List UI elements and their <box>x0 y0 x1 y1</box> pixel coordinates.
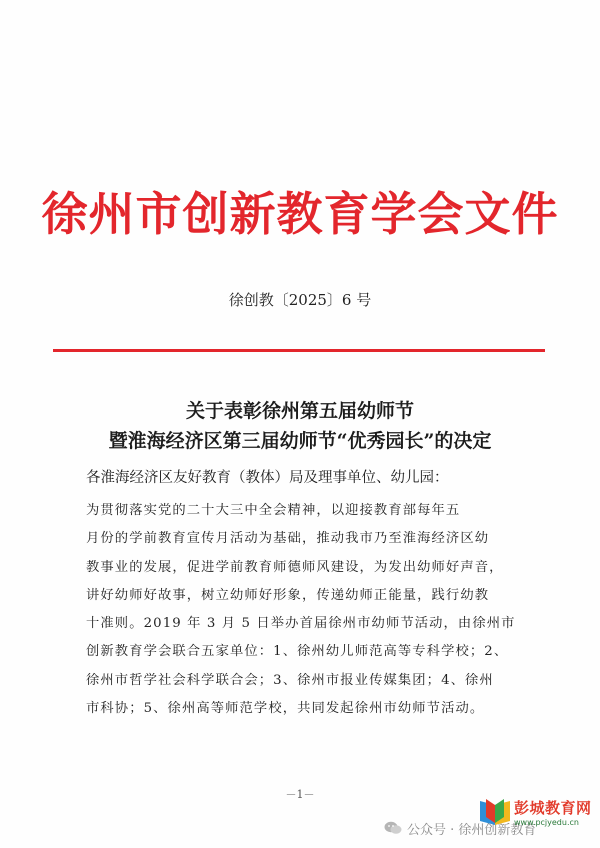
body-paragraph <box>86 497 522 723</box>
body-line: 月份的学前教育宣传月活动为基础，推动我市乃至淮海经济区幼 <box>86 531 490 547</box>
site-logo[interactable] <box>478 787 596 837</box>
body-line: 教事业的发展，促进学前教育师德师风建设，为发出幼师好声音， <box>86 559 504 575</box>
wechat-icon <box>384 821 402 835</box>
document-header-title: 徐州市创新教育学会文件 <box>41 187 559 241</box>
body-line: 徐州市哲学社会科学联合会；3、徐州市报业传媒集团；4、徐州 <box>86 672 494 688</box>
logo-text: 彭城教育网 <box>514 799 592 817</box>
logo-url: www.pcjyedu.cn <box>514 818 579 827</box>
salutation: 各淮海经济区友好教育（教体）局及理事单位、幼儿园： <box>86 470 449 486</box>
open-book-icon <box>478 797 512 827</box>
body-line: 市科协；5、徐州高等师范学校，共同发起徐州市幼师节活动。 <box>86 701 485 717</box>
page-number: －1－ <box>285 788 315 801</box>
body-line: 讲好幼师好故事，树立幼师好形象，传递幼师正能量，践行幼教 <box>86 587 490 603</box>
document-number: 徐创教〔2025〕6 号 <box>228 291 372 309</box>
document-title-line-2: 暨淮海经济区第三届幼师节“优秀园长”的决定 <box>108 430 492 452</box>
body-line: 为贯彻落实党的二十大三中全会精神，以迎接教育部每年五 <box>86 503 461 518</box>
body-line: 十准则。2019 年 3 月 5 日举办首届徐州市幼师节活动，由徐州市 <box>86 616 516 632</box>
body-line: 创新教育学会联合五家单位：1、徐州幼儿师范高等专科学校；2、 <box>86 644 509 660</box>
wechat-account-label: 公众号 · 徐州创新教育 <box>407 822 537 838</box>
red-divider <box>53 349 545 352</box>
document-title-line-1: 关于表彰徐州第五届幼师节 <box>185 400 414 422</box>
